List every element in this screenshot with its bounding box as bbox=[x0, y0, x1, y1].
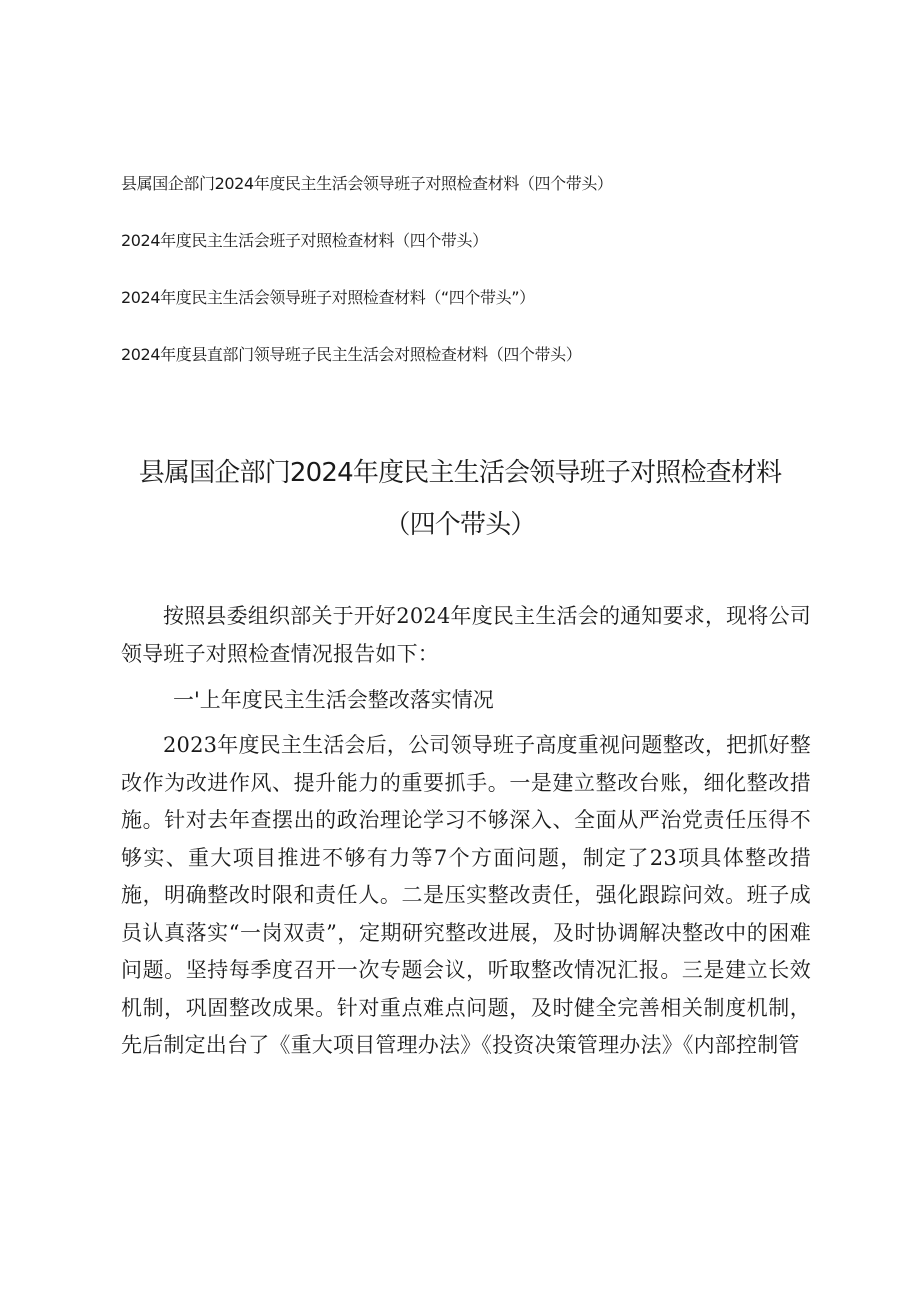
toc-item: 县属国企部门2024年度民主生活会领导班子对照检查材料（四个带头） bbox=[121, 174, 613, 193]
toc-item: 2024年度县直部门领导班子民主生活会对照检查材料（四个带头） bbox=[121, 345, 582, 364]
toc-item: 2024年度民主生活会领导班子对照检查材料（“四个带头”） bbox=[121, 288, 535, 307]
document-subtitle: （四个带头） bbox=[384, 510, 536, 540]
section-heading: 一'上年度民主生活会整改落实情况 bbox=[173, 688, 494, 712]
toc-item: 2024年度民主生活会班子对照检查材料（四个带头） bbox=[121, 231, 488, 250]
table-of-contents bbox=[121, 174, 821, 402]
document-title: 县属国企部门2024年度民主生活会领导班子对照检查材料 bbox=[138, 458, 782, 488]
intro-paragraph: 按照县委组织部关于开好2024年度民主生活会的通知要求，现将公司领导班子对照检查情况报告如下： bbox=[121, 604, 811, 666]
section-body-paragraph: 2023年度民主生活会后，公司领导班子高度重视问题整改，把抓好整改作为改进作风、提升能力的重要抓手。一是建立整改台账，细化整改措施。针对去年查摆出的政治理论学习不够深入、全面从严治党责任压得不够实、重大项目推进不够有力等7个方面问题，制定了23项具体整改措施，明确整改时限和责任人。二是压实整改责任，强化跟踪问效。班子成员认真落实“一岗双责”，定期研究整改进展，及时协调解决整改中的困难问题。坚持每季度召开一次专题会议，听取整改情况汇报。三是建立长效机制，巩固整改成果。针对重点难点问题，及时健全完善相关制度机制，先后制定出台了《重大项目管理办法》《投资决策管理办法》《内部控制管 bbox=[121, 733, 811, 1057]
